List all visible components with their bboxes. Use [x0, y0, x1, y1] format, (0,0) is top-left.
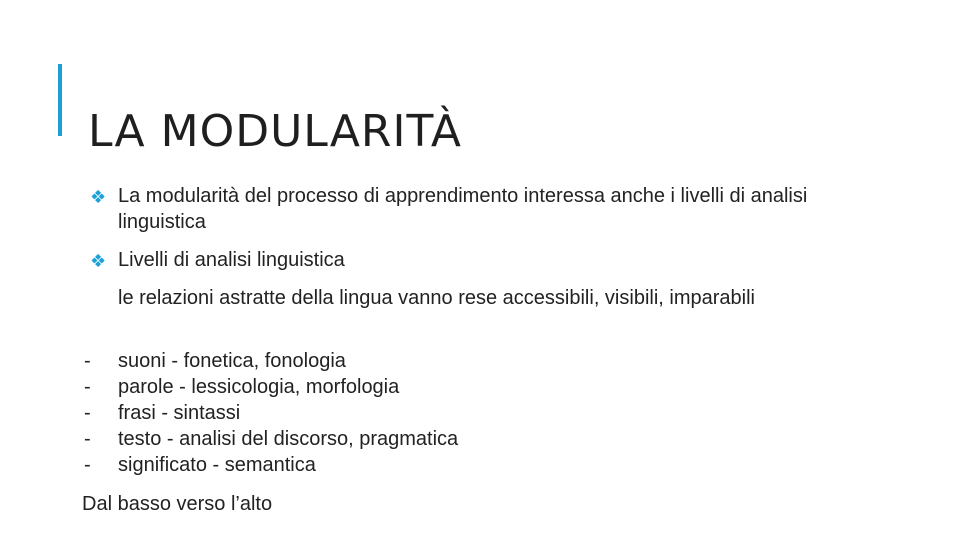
dash-marker: - [84, 376, 91, 398]
title-accent-bar [58, 64, 62, 136]
bullet-item [90, 183, 860, 235]
dash-marker: - [84, 402, 91, 424]
bullet-item [90, 247, 860, 273]
diamond-bullet-icon: ❖ [90, 187, 107, 208]
list-item [84, 426, 458, 452]
list-item [84, 348, 458, 374]
list-item [84, 400, 458, 426]
list-item-text: significato - semantica [118, 454, 316, 476]
bullet-text: Livelli di analisi linguistica [118, 249, 345, 271]
list-item-text: parole - lessicologia, morfologia [118, 376, 400, 398]
list-item-text: frasi - sintassi [118, 402, 241, 424]
levels-list [84, 348, 458, 478]
bullet-text: La modularità del processo di apprendimento interessa anche i livelli di analisi linguistica [118, 185, 808, 233]
list-item-text: suoni - fonetica, fonologia [118, 350, 346, 372]
dash-marker: - [84, 428, 91, 450]
dash-marker: - [84, 454, 91, 476]
slide-title: LA MODULARITÀ [88, 106, 463, 157]
list-item [84, 452, 458, 478]
list-item-text: testo - analisi del discorso, pragmatica [118, 428, 459, 450]
footer-text: Dal basso verso l’alto [82, 493, 273, 515]
dash-marker: - [84, 350, 91, 372]
list-item [84, 374, 458, 400]
note-text: le relazioni astratte della lingua vanno rese accessibili, visibili, imparabili [118, 287, 755, 309]
diamond-bullet-icon: ❖ [90, 251, 107, 272]
